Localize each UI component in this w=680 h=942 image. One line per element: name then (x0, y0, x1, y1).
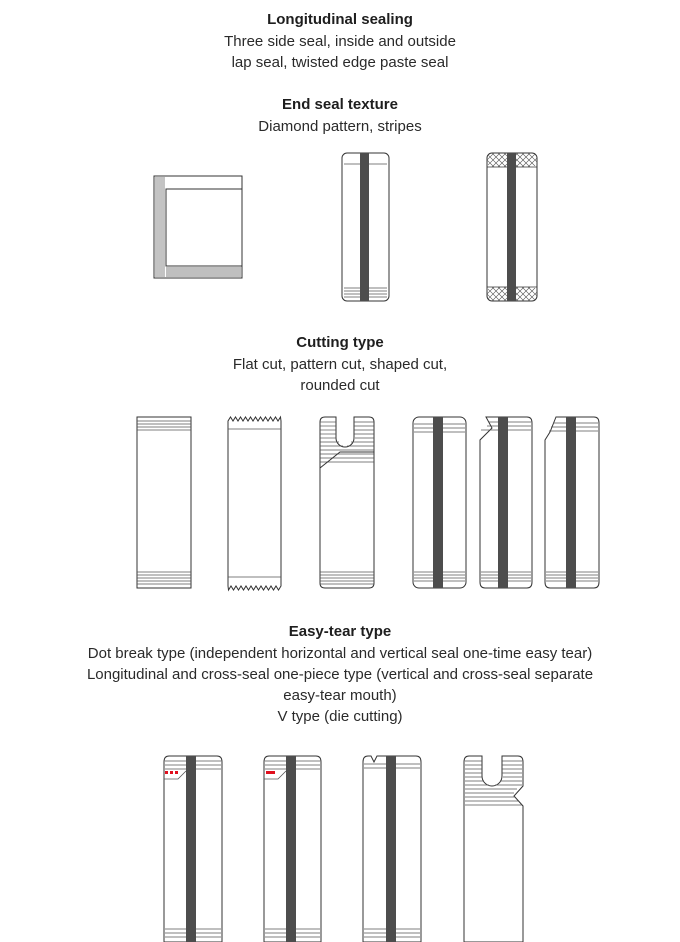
shaped-cut-package (320, 417, 374, 588)
end-seal-line-1: Diamond pattern, stripes (258, 118, 422, 135)
die-cut-shaped-package (464, 756, 523, 942)
longitudinal-sealing-line-2: lap seal, twisted edge paste seal (231, 54, 449, 71)
easy-tear-line-3: easy-tear mouth) (283, 687, 397, 704)
cutting-type-figures (0, 410, 680, 595)
dot-break-package (164, 756, 222, 942)
bottom-seal-stripes (166, 268, 241, 276)
left-seal-stripes (156, 177, 164, 277)
one-piece-tear-marker (266, 771, 275, 774)
cutting-type-section (0, 332, 680, 396)
longitudinal-sealing-section (0, 9, 680, 73)
cutting-type-line-1: Flat cut, pattern cut, shaped cut, (232, 356, 448, 373)
easy-tear-line-2: Longitudinal and cross-seal one-piece type (vertical and cross-seal separate (86, 666, 594, 683)
dot-break-tear-marker (165, 771, 178, 774)
striped-end-seal-package (342, 153, 389, 301)
diamond-end-seal-package (480, 153, 542, 301)
longitudinal-sealing-line-1: Three side seal, inside and outside (224, 33, 456, 50)
easy-tear-figures (0, 750, 680, 942)
end-seal-section (0, 94, 680, 137)
easy-tear-line-1: Dot break type (independent horizontal and vertical seal one-time easy tear) (87, 645, 593, 662)
rounded-cut-package-1 (413, 417, 466, 588)
one-piece-tear-package (264, 756, 321, 942)
flat-cut-package (137, 417, 191, 588)
v-type-package (363, 756, 421, 942)
easy-tear-heading: Easy-tear type (288, 623, 392, 640)
easy-tear-section (0, 621, 680, 727)
end-seal-heading: End seal texture (282, 96, 398, 113)
rounded-cut-package-2 (480, 417, 532, 588)
rounded-cut-package-3 (545, 417, 599, 588)
easy-tear-line-4: V type (die cutting) (277, 708, 403, 725)
end-seal-figures (0, 145, 680, 310)
pattern-cut-package (228, 417, 281, 590)
cutting-type-heading: Cutting type (296, 334, 384, 351)
cutting-type-line-2: rounded cut (300, 377, 380, 394)
three-side-seal-package (154, 176, 242, 278)
longitudinal-sealing-heading: Longitudinal sealing (267, 11, 413, 28)
